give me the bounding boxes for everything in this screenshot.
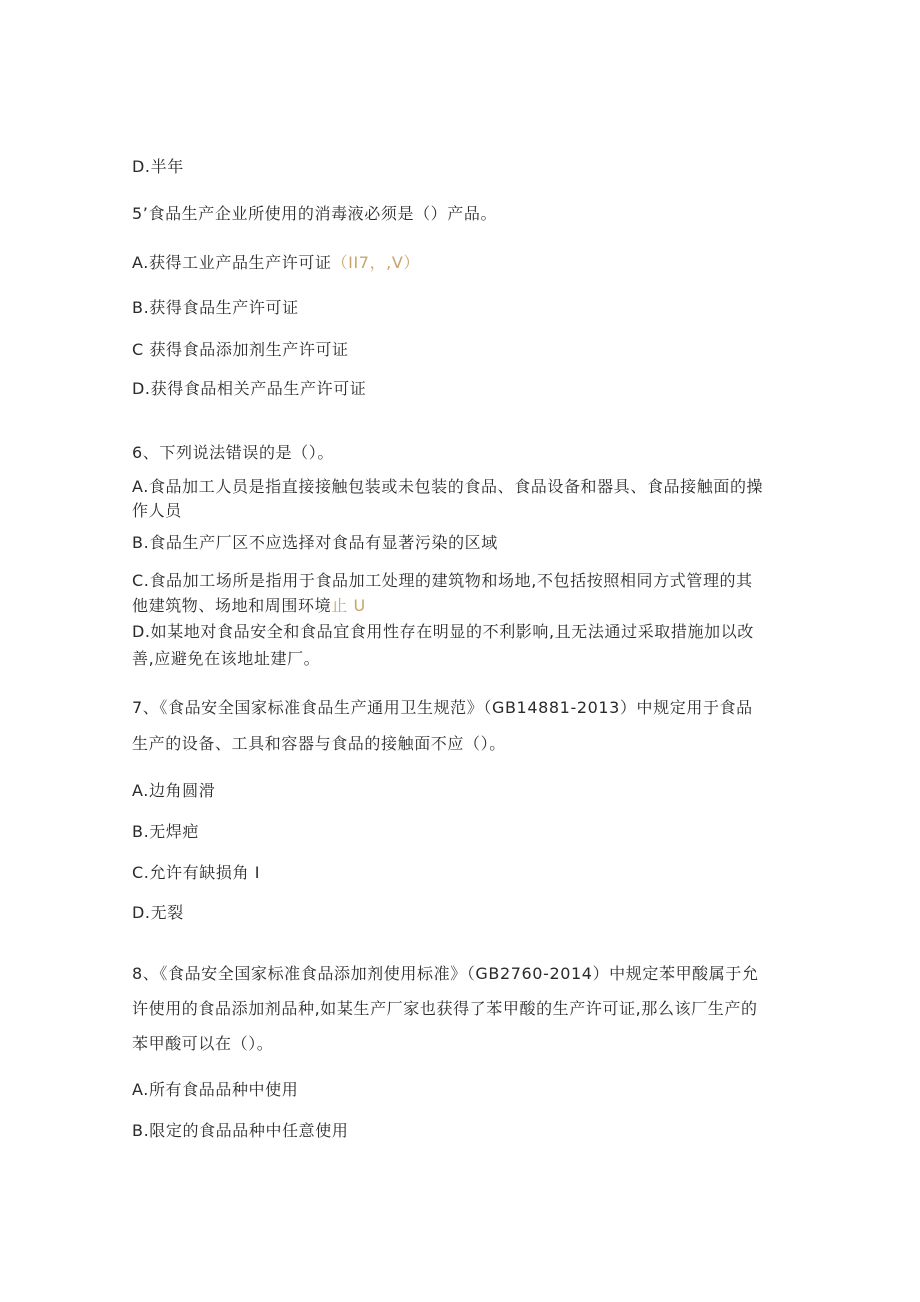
option-c-q6-line1: C.食品加工场所是指用于食品加工处理的建筑物和场地,不包括按照相同方式管理的其 bbox=[132, 571, 753, 590]
option-a-q6-line1: A.食品加工人员是指直接接触包装或未包装的食品、食品设备和器具、食品接触面的操 bbox=[132, 477, 764, 496]
question-7-line1: 7、《食品安全国家标准食品生产通用卫生规范》（GB14881-2013）中规定用于食品 bbox=[132, 698, 753, 717]
option-b-q8: B.限定的食品品种中任意使用 bbox=[132, 1121, 349, 1140]
option-d-q7: D.无裂 bbox=[132, 903, 184, 922]
question-8-line1: 8、《食品安全国家标准食品添加剂使用标准》（GB2760-2014）中规定苯甲酸属于允 bbox=[132, 964, 759, 983]
option-c-q7: C.允许有缺损角 I bbox=[132, 863, 261, 882]
option-d-q4: D.半年 bbox=[132, 157, 184, 176]
question-5: 5’食品生产企业所使用的消毒液必须是（）产品。 bbox=[132, 204, 498, 223]
option-d-q5: D.获得食品相关产品生产许可证 bbox=[132, 379, 367, 398]
option-a-q7: A.边角圆滑 bbox=[132, 781, 216, 800]
option-d-q6-line1: D.如某地对食品安全和食品宜食用性存在明显的不利影响,且无法通过采取措施加以改 bbox=[132, 622, 754, 641]
option-a-q5: A.获得工业产品生产许可证（II7，,V） bbox=[132, 253, 421, 272]
option-c-q5: C 获得食品添加剂生产许可证 bbox=[132, 340, 349, 359]
option-a-q8: A.所有食品品种中使用 bbox=[132, 1080, 299, 1099]
option-a-q6-line2: 作人员 bbox=[132, 501, 182, 520]
option-b-q7: B.无焊疤 bbox=[132, 822, 200, 841]
question-8-line2: 许使用的食品添加剂品种,如某生产厂家也获得了苯甲酸的生产许可证,那么该厂生产的 bbox=[132, 999, 758, 1018]
question-6: 6、下列说法错误的是（）。 bbox=[132, 443, 334, 462]
stamp-mark: （II7，,V） bbox=[331, 253, 421, 272]
option-c-q6-line2: 他建筑物、场地和周围环境止 U bbox=[132, 596, 366, 615]
option-b-q6: B.食品生产厂区不应选择对食品有显著污染的区域 bbox=[132, 533, 498, 552]
option-b-q5: B.获得食品生产许可证 bbox=[132, 298, 299, 317]
question-8-line3: 苯甲酸可以在（）。 bbox=[132, 1034, 274, 1053]
question-7-line2: 生产的设备、工具和容器与食品的接触面不应（）。 bbox=[132, 734, 506, 753]
option-d-q6-line2: 善,应避免在该地址建厂。 bbox=[132, 649, 321, 668]
stamp-mark: 止 U bbox=[331, 596, 366, 615]
